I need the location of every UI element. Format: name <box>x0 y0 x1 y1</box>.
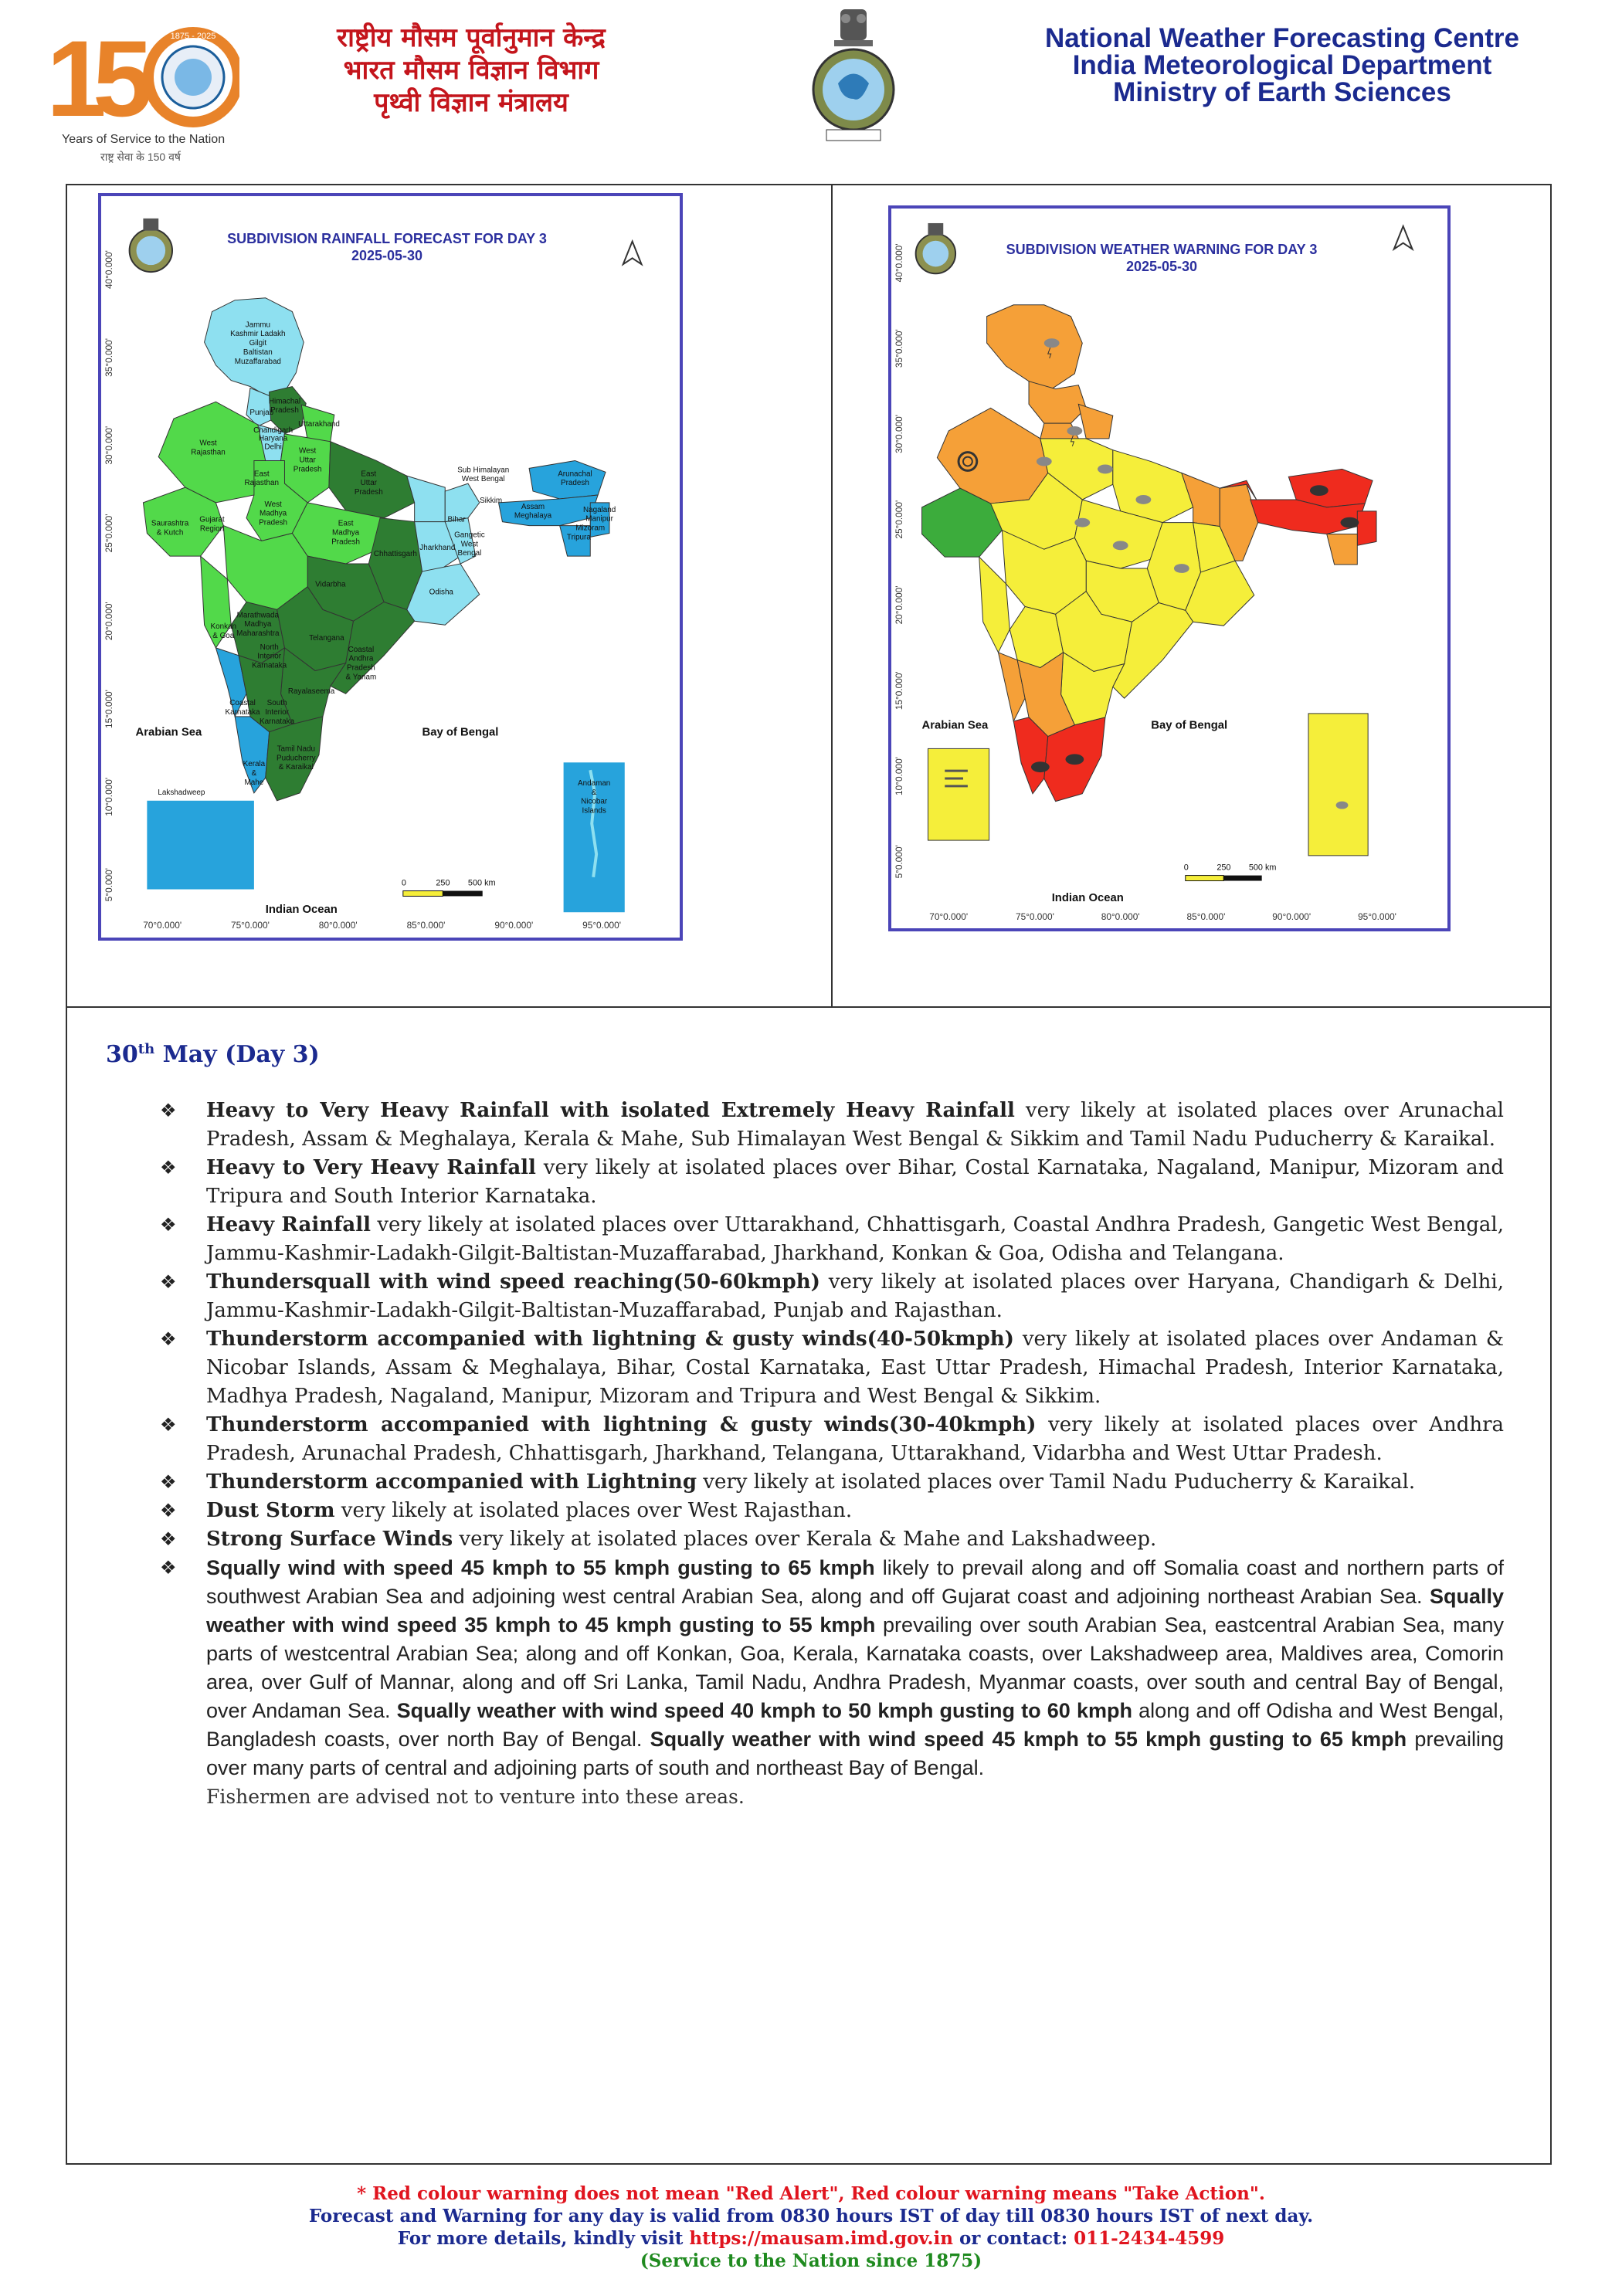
heavy-rain-icon <box>1065 754 1084 765</box>
logo-number-5: 5 <box>93 18 153 133</box>
forecast-item-heading: Thundersquall with wind speed reaching(50-60kmph) <box>206 1270 820 1294</box>
lat-label: 10°0.000' <box>893 757 904 795</box>
heavy-rain-icon <box>1310 485 1328 496</box>
hindi-line-2: भारत मौसम विज्ञान विभाग <box>343 55 599 86</box>
region-label: & Kutch <box>156 528 184 538</box>
map-emblem-icon <box>916 223 955 273</box>
day-number: 30 <box>106 1041 138 1068</box>
lat-label: 30°0.000' <box>893 414 904 453</box>
warning-map-title-line1: SUBDIVISION WEATHER WARNING FOR DAY 3 <box>1006 242 1318 257</box>
footer-phone-number: 011-2434-4599 <box>1074 2228 1225 2249</box>
region-label: & Goa <box>212 632 235 641</box>
forecast-item <box>160 1154 1504 1211</box>
region-label: Gujarat <box>199 515 225 524</box>
heavy-rain-icon <box>1341 517 1359 528</box>
forecast-item-heading: Thunderstorm accompanied with Lightning <box>206 1470 697 1494</box>
lakshadweep-box <box>928 748 989 840</box>
region-label: Andhra <box>348 654 374 663</box>
scale-label-zero: 0 <box>1183 863 1189 873</box>
arabian-sea-label: Arabian Sea <box>921 719 989 732</box>
bulletin-frame <box>66 184 1552 2165</box>
region-label: Gilgit <box>249 339 267 348</box>
lat-label: 40°0.000' <box>103 250 114 290</box>
frame-divider-horizontal <box>67 1006 1550 1008</box>
lat-label: 35°0.000' <box>893 329 904 368</box>
english-line-3: Ministry of Earth Sciences <box>1113 77 1451 107</box>
region-label: Rajasthan <box>191 448 226 457</box>
warning-map-date: 2025-05-30 <box>1125 259 1198 274</box>
lat-label: 20°0.000' <box>893 585 904 625</box>
region-label: Interior <box>257 652 282 661</box>
region-label: West <box>264 500 282 509</box>
region-label: & Yanam <box>345 673 377 682</box>
heavy-rain-icon <box>1031 761 1050 772</box>
logo-years-badge: 1875 - 2025 <box>170 32 216 41</box>
thunderstorm-icon <box>1074 518 1090 527</box>
region-label: Maharashtra <box>236 629 280 639</box>
region-label: Karnataka <box>252 661 287 670</box>
region-label: Mizoram <box>575 524 606 533</box>
forecast-list <box>160 1097 1504 1811</box>
footer-contact-line <box>0 2227 1622 2250</box>
indian-ocean-label: Indian Ocean <box>1051 892 1124 905</box>
marine-heading: Squally weather with wind speed 45 kmph to 55 kmph gusting to 65 kmph <box>650 1728 1407 1751</box>
forecast-item <box>160 1411 1504 1468</box>
region-label: Tamil Nadu <box>277 744 316 754</box>
lat-label: 30°0.000' <box>103 426 114 465</box>
india-warning-subdivisions <box>922 305 1376 856</box>
forecast-item-text: very likely at isolated places over Andhra Pradesh, Arunachal Pradesh, Chhattisgarh, Jharkhand, Telangana, Uttarakhand, Vidarbha and West Uttar Pradesh. <box>206 1413 1505 1465</box>
forecast-item-text: very likely at isolated places over Haryana, Chandigarh & Delhi, Jammu-Kashmir-Ladakh-Gilgit-Baltistan-Muzaffarabad, Punjab and Rajasthan. <box>206 1270 1505 1322</box>
warning-map-graphic <box>891 209 1447 928</box>
rainfall-forecast-map <box>98 193 683 941</box>
lon-label: 75°0.000' <box>230 920 270 931</box>
region-label: Nagaland <box>582 505 616 514</box>
lon-label: 90°0.000' <box>494 920 534 931</box>
diamond-bullet-icon: ❖ <box>160 1471 177 1493</box>
region-label: North <box>260 643 279 652</box>
forecast-item-text: very likely at isolated places over West Rajasthan. <box>334 1499 853 1522</box>
rainfall-map-date: 2025-05-30 <box>351 248 423 263</box>
region-label: Jammu <box>245 320 271 330</box>
fishermen-advice: Fishermen are advised not to venture into these areas. <box>206 1786 745 1808</box>
english-header-title <box>958 25 1607 106</box>
forecast-item-heading: Thunderstorm accompanied with lightning & gusty winds(30-40kmph) <box>206 1413 1037 1436</box>
forecast-item-heading: Thunderstorm accompanied with lightning & gusty winds(40-50kmph) <box>206 1328 1014 1351</box>
lat-label: 25°0.000' <box>893 500 904 539</box>
rainfall-map-title <box>178 230 596 264</box>
diamond-bullet-icon: ❖ <box>160 1214 177 1236</box>
diamond-bullet-icon: ❖ <box>160 1500 177 1521</box>
footer-validity-note: Forecast and Warning for any day is valid from 0830 hours IST of day till 0830 hours IST of next day. <box>308 2206 1314 2226</box>
marine-forecast-item <box>160 1554 1504 1811</box>
region-label: Rajasthan <box>244 479 280 488</box>
scale-label-end: 500 km <box>467 878 496 888</box>
lon-label: 95°0.000' <box>582 920 622 931</box>
diamond-bullet-icon: ❖ <box>160 1558 177 1579</box>
lakshadweep-box <box>147 801 254 890</box>
region-label: West <box>460 540 479 549</box>
page-header <box>0 0 1622 170</box>
lon-label: 80°0.000' <box>318 920 358 931</box>
india-subdivisions <box>143 298 624 913</box>
region-label: Pradesh <box>331 538 361 547</box>
region-label: Uttar <box>299 456 316 465</box>
rainfall-map-title-line1: SUBDIVISION RAINFALL FORECAST FOR DAY 3 <box>227 231 547 246</box>
region-label: South <box>266 699 287 708</box>
lon-label: 90°0.000' <box>1272 911 1312 922</box>
bay-of-bengal-label: Bay of Bengal <box>422 726 499 739</box>
region-label: Saurashtra <box>151 519 189 528</box>
thunderstorm-icon <box>1037 457 1052 466</box>
region-label: Islands <box>582 806 606 816</box>
english-line-1: National Weather Forecasting Centre <box>1045 23 1519 53</box>
lat-label: 15°0.000' <box>893 671 904 711</box>
arabian-sea-label: Arabian Sea <box>135 726 202 739</box>
scale-label-mid: 250 <box>436 878 450 888</box>
region-label: & Karaikal <box>278 763 314 772</box>
lat-label: 5°0.000' <box>893 845 904 879</box>
region-label: Pradesh <box>354 488 383 497</box>
forecast-item <box>160 1468 1504 1497</box>
diamond-bullet-icon: ❖ <box>160 1328 177 1350</box>
indian-ocean-label: Indian Ocean <box>265 904 338 917</box>
thunderstorm-icon <box>1113 541 1128 550</box>
region-label: Karnataka <box>225 707 260 717</box>
scale-label-end: 500 km <box>1248 863 1277 873</box>
region-label: Chhattisgarh <box>373 550 417 559</box>
footer-contact-prefix: For more details, kindly visit <box>397 2228 690 2249</box>
diamond-bullet-icon: ❖ <box>160 1528 177 1550</box>
region-label: Jharkhand <box>419 544 456 553</box>
hindi-line-3: पृथ्वी विज्ञान मंत्रालय <box>374 87 568 118</box>
region-label: Bihar <box>447 515 466 524</box>
forecast-item-text: very likely at isolated places over Andaman & Nicobar Islands, Assam & Meghalaya, Bihar, Costal Karnataka, East Uttar Pradesh, Himachal Pradesh, Interior Karnataka, Madhya Pradesh, Nagaland, Manipur, Mizoram and Tripura and West Bengal & Sikkim. <box>206 1328 1504 1408</box>
lon-label: 80°0.000' <box>1101 911 1140 922</box>
hindi-line-1: राष्ट्रीय मौसम पूर्वानुमान केन्द्र <box>337 22 606 53</box>
forecast-item-heading: Strong Surface Winds <box>206 1528 453 1551</box>
footer-red-warning-note: * Red colour warning does not mean "Red Alert", Red colour warning means "Take Action". <box>357 2183 1265 2204</box>
forecast-item-heading: Heavy Rainfall <box>206 1213 371 1236</box>
thunderstorm-icon <box>1135 495 1151 504</box>
region-label: Mahe <box>244 778 264 787</box>
region-label: Coastal <box>229 699 256 708</box>
region-label: Bengal <box>457 549 482 558</box>
marine-heading: Squally weather with wind speed 40 kmph to 50 kmph gusting to 60 kmph <box>396 1699 1132 1722</box>
region-label: Kashmir Ladakh <box>230 330 286 339</box>
region-label: West <box>298 446 317 456</box>
region-label: & <box>591 788 597 797</box>
bay-of-bengal-label: Bay of Bengal <box>1151 719 1228 732</box>
forecast-item-heading: Dust Storm <box>206 1499 335 1522</box>
day-heading <box>106 1041 320 1068</box>
region-label: West Bengal <box>461 475 505 484</box>
region-label: Gangetic <box>454 531 485 540</box>
thunderstorm-icon <box>1336 802 1349 809</box>
weather-warning-map <box>888 205 1451 931</box>
thunderstorm-icon <box>1098 464 1113 473</box>
region-label: Pradesh <box>293 465 322 474</box>
region-label: Madhya <box>244 620 272 629</box>
region-label: Uttarakhand <box>298 419 340 429</box>
region-label: Odisha <box>429 588 453 597</box>
region-label: Madhya <box>332 528 360 538</box>
region-label: Region <box>199 524 225 534</box>
frame-divider-vertical <box>831 185 833 1006</box>
north-arrow-icon <box>623 242 642 265</box>
diamond-bullet-icon: ❖ <box>160 1157 177 1179</box>
region-label: Rayalaseema <box>287 687 335 697</box>
lat-label: 35°0.000' <box>103 337 114 377</box>
region-label: East <box>338 519 354 528</box>
region-label: Sub Himalayan <box>457 466 510 475</box>
marine-heading: Squally wind with speed 45 kmph to 55 kmph gusting to 65 kmph <box>206 1556 875 1579</box>
lat-label: 15°0.000' <box>103 690 114 728</box>
diamond-bullet-icon: ❖ <box>160 1414 177 1436</box>
forecast-item <box>160 1097 1504 1154</box>
forecast-item <box>160 1211 1504 1268</box>
region-label: West <box>199 439 217 448</box>
lat-label: 40°0.000' <box>893 243 904 283</box>
scale-bar <box>402 879 496 897</box>
thunderstorm-icon <box>1174 564 1189 573</box>
hindi-header-title <box>255 22 687 119</box>
lat-label: 5°0.000' <box>103 867 114 902</box>
region-label: Kerala <box>243 760 266 769</box>
forecast-item-heading: Heavy to Very Heavy Rainfall with isolated Extremely Heavy Rainfall <box>206 1099 1015 1122</box>
imd-emblem <box>803 6 904 145</box>
scale-label-zero: 0 <box>401 878 406 888</box>
region-label: Delhi <box>264 443 282 452</box>
region-label: Meghalaya <box>514 511 552 521</box>
region-label: & <box>251 769 257 778</box>
region-label: Arunachal <box>558 470 592 479</box>
footer-website-link[interactable]: https://mausam.imd.gov.in <box>689 2228 953 2249</box>
forecast-item-text: very likely at isolated places over Tamil Nadu Puducherry & Karaikal. <box>697 1470 1416 1494</box>
region-label: Assam <box>521 502 545 511</box>
lat-label: 10°0.000' <box>103 777 114 816</box>
marine-text: prevailing over many parts of central and adjoining parts of south and northeast Bay of Bengal. <box>206 1728 1504 1779</box>
logo-tagline: Years of Service to the Nation <box>62 133 226 146</box>
lat-label: 25°0.000' <box>103 514 114 553</box>
region-label: Muzaffarabad <box>234 357 281 366</box>
andaman-box <box>1308 714 1368 856</box>
region-label: Punjab <box>249 409 274 418</box>
rainfall-map-graphic <box>101 196 680 938</box>
region-label: Puducherry <box>277 754 316 763</box>
marine-heading: Squally weather with wind speed 35 kmph to 45 kmph gusting to 55 kmph <box>206 1585 1504 1636</box>
day-suffix: th <box>137 1041 155 1057</box>
region-label: Baltistan <box>243 348 273 357</box>
logo-number-1: 1 <box>46 18 107 133</box>
region-label: East <box>361 470 377 479</box>
region-label: Pradesh <box>561 479 589 488</box>
forecast-item-text: very likely at isolated places over Uttarakhand, Chhattisgarh, Coastal Andhra Pradesh, Gangetic West Bengal, Jammu-Kashmir-Ladakh-Gilgit-Baltistan-Muzaffarabad, Jharkhand, Konkan & Goa, Odisha and Telangana. <box>206 1213 1504 1265</box>
forecast-item <box>160 1525 1504 1554</box>
map-emblem-icon <box>130 219 172 272</box>
region-label: East <box>253 470 270 479</box>
region-label: Pradesh <box>259 518 288 527</box>
region-label: Karnataka <box>260 717 295 726</box>
region-label: Andaman <box>578 778 611 788</box>
region-label: Uttar <box>360 479 378 488</box>
region-label: Nicobar <box>581 797 608 806</box>
lon-label: 70°0.000' <box>143 920 182 931</box>
north-arrow-icon <box>1394 226 1413 249</box>
lon-label: 85°0.000' <box>1186 911 1226 922</box>
region-label: Pradesh <box>270 406 299 415</box>
lon-label: 75°0.000' <box>1015 911 1054 922</box>
region-label: Telangana <box>309 633 344 643</box>
forecast-item-text: very likely at isolated places over Arunachal Pradesh, Assam & Meghalaya, Kerala & Mahe, Sub Himalayan West Bengal & Sikkim and Tamil Nadu Puducherry & Karaikal. <box>206 1099 1504 1151</box>
region-label: Madhya <box>260 509 287 518</box>
lon-label: 70°0.000' <box>929 911 969 922</box>
region-label: Interior <box>265 707 289 717</box>
forecast-item-text: very likely at isolated places over Kerala & Mahe and Lakshadweep. <box>453 1528 1157 1551</box>
forecast-item <box>160 1268 1504 1325</box>
marine-text: likely to prevail along and off Somalia coast and northern parts of southwest Arabian Sea and adjoining west central Arabian Sea, along and off Gujarat coast and adjoining northeast Arabian Sea. <box>206 1556 1504 1608</box>
footer-contact-mid: or contact: <box>952 2228 1074 2249</box>
page-footer <box>0 2182 1622 2272</box>
region-label: Vidarbha <box>315 580 346 589</box>
forecast-item-heading: Heavy to Very Heavy Rainfall <box>206 1156 536 1179</box>
diamond-bullet-icon: ❖ <box>160 1271 177 1293</box>
region-label: Pradesh <box>347 663 375 673</box>
forecast-item <box>160 1497 1504 1525</box>
scale-bar <box>1184 863 1277 881</box>
marine-text: prevailing over south Arabian Sea, eastcentral Arabian Sea, many parts of westcentral Arabian Sea; along and off Konkan, Goa, Kerala, Karnataka coasts, over Lakshadweep area, Maldives area, Comorin area, over Gulf of Mannar, along and off Sri Lanka, Tamil Nadu, Andhra Pradesh, Myanmar coasts, over south and central Bay of Bengal, over Andaman Sea. <box>206 1613 1505 1722</box>
region-label: Himachal <box>268 397 301 406</box>
warning-map-title <box>953 241 1370 275</box>
lon-label: 95°0.000' <box>1358 911 1396 922</box>
diamond-bullet-icon: ❖ <box>160 1100 177 1121</box>
region-label: Konkan <box>210 622 237 632</box>
footer-service-note: (Service to the Nation since 1875) <box>640 2250 982 2271</box>
region-label: Marathwada <box>236 611 280 620</box>
region-label: Sikkim <box>480 496 503 505</box>
logo-tagline-hindi: राष्ट्र सेवा के 150 वर्ष <box>100 151 181 163</box>
lon-label: 85°0.000' <box>406 920 446 931</box>
marine-text: along and off Odisha and West Bengal, Bangladesh coasts, over north Bay of Bengal. <box>206 1699 1504 1751</box>
english-line-2: India Meteorological Department <box>1072 50 1492 80</box>
region-label: Coastal <box>348 645 375 654</box>
lat-label: 20°0.000' <box>103 602 114 641</box>
imd-150-years-logo <box>46 17 239 163</box>
scale-label-mid: 250 <box>1216 863 1231 873</box>
region-label: Haryana <box>258 434 288 443</box>
region-label: Manipur <box>585 514 613 524</box>
region-label: Tripura <box>566 533 591 542</box>
day-label: May (Day 3) <box>154 1041 320 1068</box>
logo-150-graphic <box>46 17 239 133</box>
forecast-item <box>160 1325 1504 1411</box>
forecast-item-text: very likely at isolated places over Bihar, Costal Karnataka, Nagaland, Manipur, Mizoram and Tripura and South Interior Karnataka. <box>206 1156 1504 1208</box>
region-label: Chandigarh <box>253 426 294 435</box>
region-label: Lakshadweep <box>158 788 205 797</box>
